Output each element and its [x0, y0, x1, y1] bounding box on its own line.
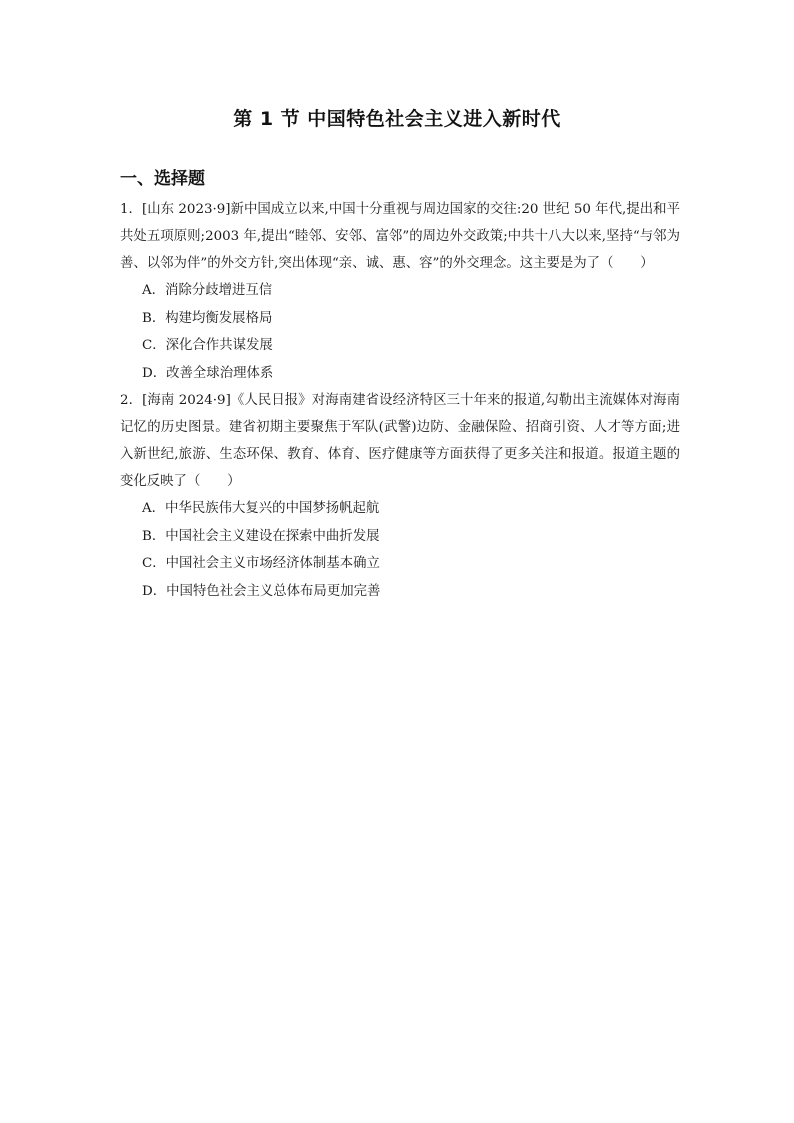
question-1 [120, 196, 680, 387]
section-heading: 一、选择题 [120, 169, 205, 189]
option-b: B．构建均衡发展格局 [142, 310, 273, 326]
option-a: A．中华民族伟大复兴的中国梦扬帆起航 [142, 501, 380, 516]
option-a: A．消除分歧增进互信 [142, 283, 273, 298]
question-stem: 1．[山东 2023·9]新中国成立以来,中国十分重视与周边国家的交往:20 世纪 50 年代,提出和平共处五项原则;2003 年,提出“睦邻、安邻、富邻”的周边外交政策;中共十八大以来,坚持“与邻为善、以邻为伴”的外交方针,突出体现“亲、诚、惠、容”的外交理念。这主要是为了（ ） [120, 202, 680, 271]
document-title: 第 1 节 中国特色社会主义进入新时代 [233, 108, 561, 130]
option-c: C．深化合作共谋发展 [142, 338, 273, 353]
question-stem: 2．[海南 2024·9]《人民日报》对海南建省设经济特区三十年来的报道,勾勒出主流媒体对海南记忆的历史图景。建省初期主要聚焦于军队(武警)边防、金融保险、招商引资、人才等方面;进入新世纪,旅游、生态环保、教育、体育、医疗健康等方面获得了更多关注和报道。报道主题的变化反映了（ ） [120, 393, 680, 489]
option-list [120, 495, 680, 605]
option-c: C．中国社会主义市场经济体制基本确立 [142, 556, 380, 571]
option-list [120, 277, 680, 387]
option-b: B．中国社会主义建设在探索中曲折发展 [142, 528, 380, 544]
question-list [120, 196, 680, 605]
option-d: D．改善全球治理体系 [142, 365, 274, 381]
option-d: D．中国特色社会主义总体布局更加完善 [142, 583, 381, 599]
question-2 [120, 387, 680, 605]
